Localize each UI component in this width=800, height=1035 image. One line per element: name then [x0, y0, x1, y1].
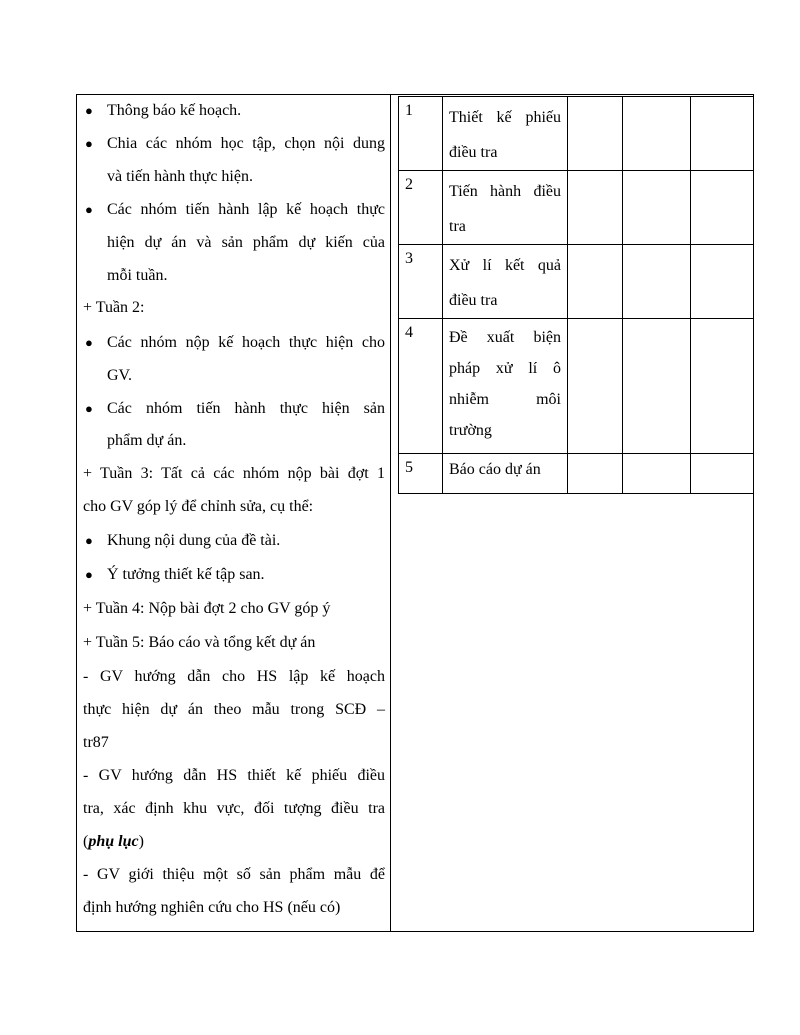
bullet-icon: ● — [85, 335, 93, 350]
table-row: 2 Tiến hành điều tra — [399, 171, 754, 245]
bullet-icon: ● — [85, 202, 93, 217]
appendix-link-text: phụ lục — [88, 833, 139, 850]
bullet-icon: ● — [85, 136, 93, 151]
bullet-icon: ● — [85, 103, 93, 118]
table-row: 1 Thiết kế phiếu điều tra — [399, 97, 754, 171]
table-row: 4 Đề xuất biện pháp xử lí ô nhiễm môi trường — [399, 319, 754, 454]
bullet-icon: ● — [85, 401, 93, 416]
column-divider — [390, 94, 391, 932]
bullet-icon: ● — [85, 533, 93, 548]
plan-table — [398, 96, 754, 494]
bullet-icon: ● — [85, 567, 93, 582]
table-row: 5 Báo cáo dự án — [399, 454, 754, 494]
table-row: 3 Xử lí kết quả điều tra — [399, 245, 754, 319]
